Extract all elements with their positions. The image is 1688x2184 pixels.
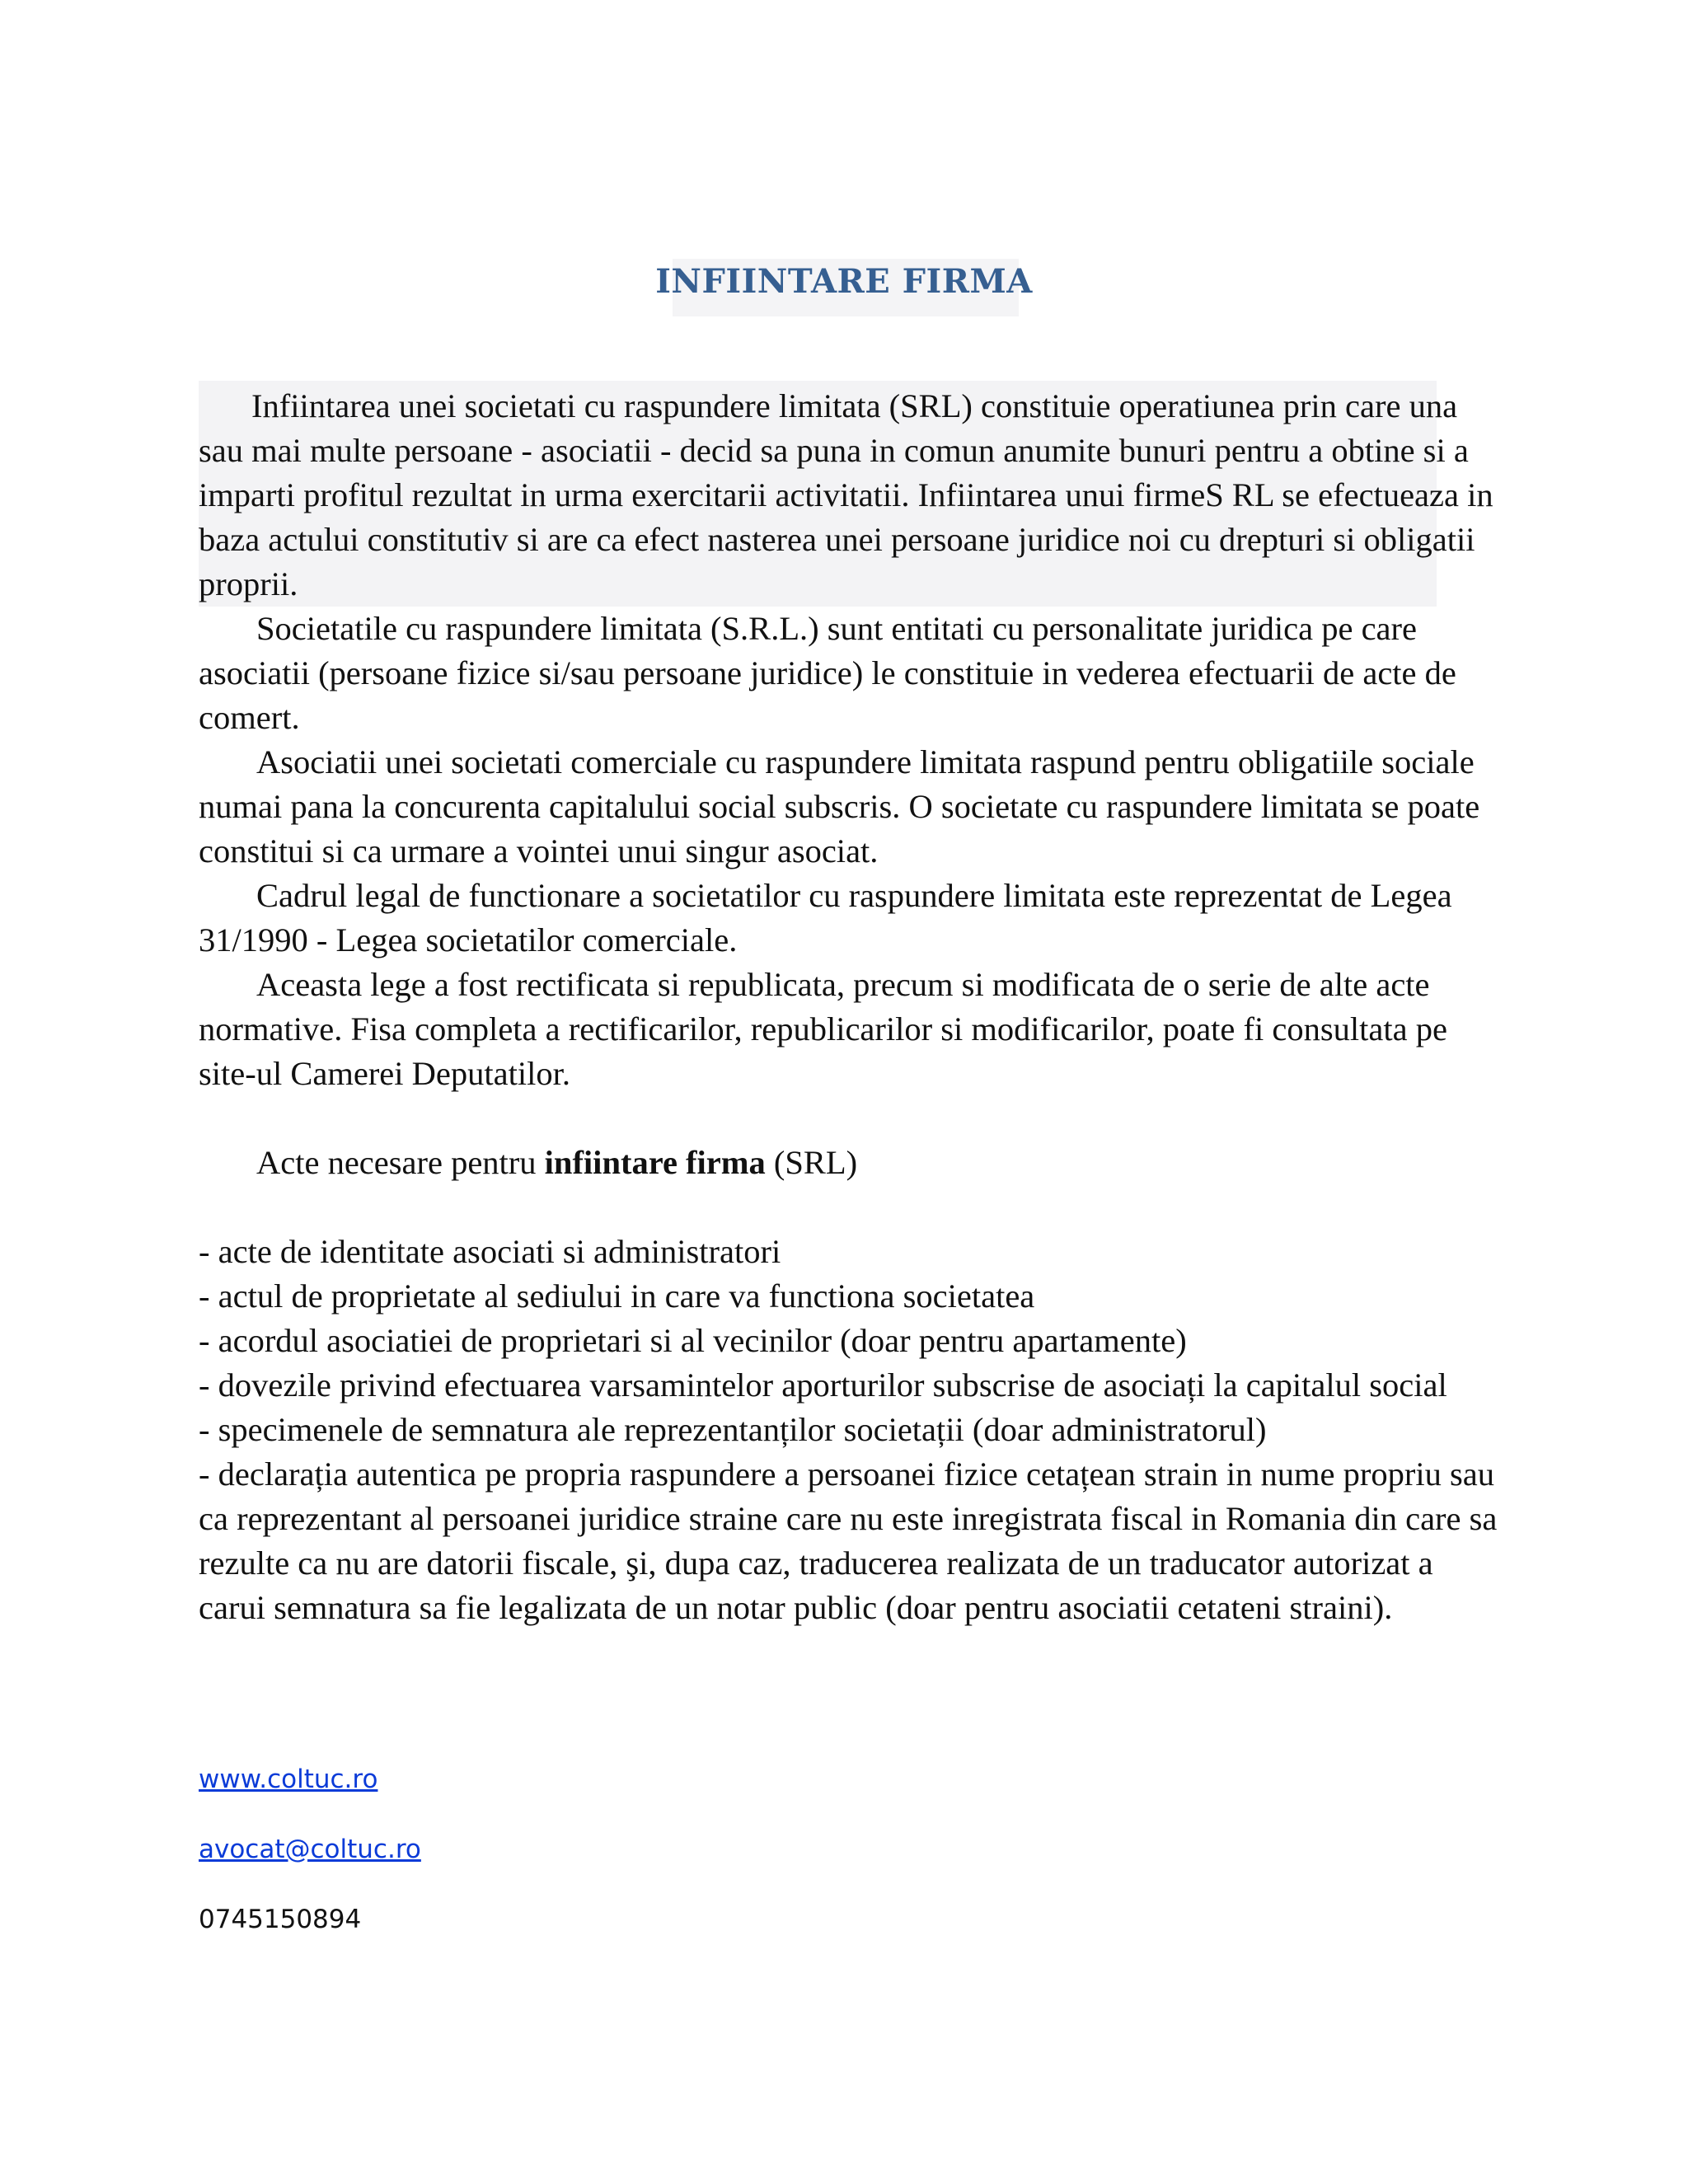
paragraph-text: Cadrul legal de functionare a societatilor cu raspundere limitata este reprezentat de Legea 31/1990 - Legea societatilor comerciale. (199, 877, 1452, 958)
acts-heading-suffix: (SRL) (765, 1144, 858, 1181)
paragraph (199, 874, 1501, 963)
paragraph-text: Societatile cu raspundere limitata (S.R.L.) sunt entitati cu personalitate juridica pe care asociatii (persoane fizice si/sau persoane juridice) le constituie in vederea efectuarii de acte de comert. (199, 610, 1456, 736)
main-text (199, 384, 1501, 1630)
required-acts-list (199, 1230, 1501, 1630)
acts-heading-bold: infiintare firma (544, 1144, 766, 1181)
acts-heading-prefix: Acte necesare pentru (256, 1144, 545, 1181)
list-item: - declarația autentica pe propria raspundere a persoanei fizice cetațean strain in nume propriu sau ca reprezentant al persoanei juridice straine care nu este inregistrata fiscal in Romania din care sa rezulte ca nu are datorii fiscale, şi, dupa caz, traducerea realizata de un traducator autorizat a carui semnatura sa fie legalizata de un notar public (doar pentru asociatii cetateni straini). (199, 1455, 1498, 1626)
acts-heading (199, 1141, 1501, 1185)
list-item: - specimenele de semnatura ale reprezentanților societații (doar administratorul) (199, 1411, 1267, 1448)
paragraph (199, 963, 1501, 1096)
paragraph (199, 740, 1501, 874)
website-link[interactable]: www.coltuc.ro (199, 1765, 378, 1794)
phone-number: 0745150894 (199, 1905, 362, 1934)
paragraph-text: Asociatii unei societati comerciale cu raspundere limitata raspund pentru obligatiile sociale numai pana la concurenta capitalului social subscris. O societate cu raspundere limitata se poate constitui si ca urmare a vointei unui singur asociat. (199, 743, 1480, 869)
email-link[interactable]: avocat@coltuc.ro (199, 1835, 421, 1864)
list-item: - actul de proprietate al sediului in care va functiona societatea (199, 1277, 1035, 1315)
list-item: - dovezile privind efectuarea varsamintelor aporturilor subscrise de asociați la capitalul social (199, 1366, 1447, 1404)
intro-paragraph (199, 384, 1501, 607)
paragraph-text: Aceasta lege a fost rectificata si republicata, precum si modificata de o serie de alte acte normative. Fisa completa a rectificarilor, republicarilor si modificarilor, poate fi consultata pe site-ul Camerei Deputatilor. (199, 966, 1447, 1092)
paragraph (199, 607, 1501, 740)
intro-paragraph-text: Infiintarea unei societati cu raspundere limitata (SRL) constituie operatiunea prin care una sau mai multe persoane - asociatii - decid sa puna in comun anumite bunuri pentru a obtine si a imparti profitul rezultat in urma exercitarii activitatii. Infiintarea unui firmeS RL se efectueaza in baza actului constitutiv si are ca efect nasterea unei persoane juridice noi cu drepturi si obligatii proprii. (199, 387, 1493, 602)
list-item: - acte de identitate asociati si administratori (199, 1233, 781, 1270)
page-title: INFIINTARE FIRMA (655, 262, 1033, 301)
list-item: - acordul asociatiei de proprietari si al vecinilor (doar pentru apartamente) (199, 1322, 1187, 1359)
